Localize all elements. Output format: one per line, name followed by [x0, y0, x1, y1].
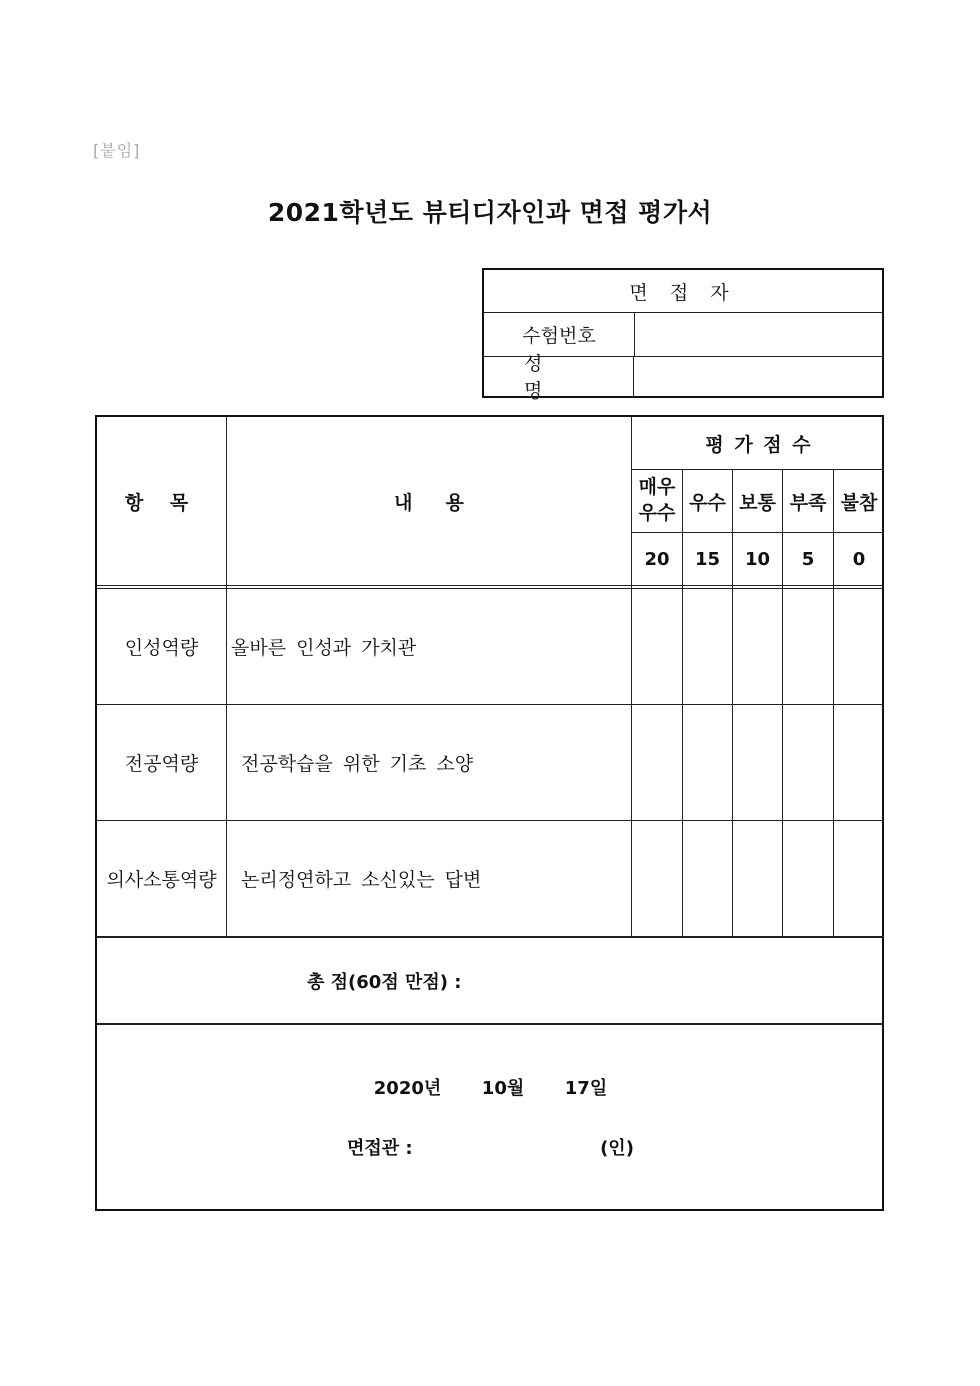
score-cell[interactable]: [834, 821, 884, 936]
score-level-label: 매우: [638, 476, 676, 499]
score-cell[interactable]: [834, 589, 884, 704]
exam-number-label: 수험번호: [484, 312, 635, 356]
row-content-communication: 논리정연하고 소신있는 답변: [231, 869, 482, 891]
score-cell[interactable]: [783, 589, 833, 704]
total-score-label: 총 점(60점 만점) :: [307, 971, 462, 993]
score-cell[interactable]: [783, 705, 833, 820]
seal-mark: (인): [600, 1138, 634, 1159]
name-field[interactable]: [635, 356, 882, 396]
score-cell[interactable]: [733, 589, 782, 704]
evaluation-table: [95, 415, 884, 1211]
total-score-field[interactable]: [497, 938, 877, 1023]
score-cell[interactable]: [632, 705, 682, 820]
score-cell[interactable]: [632, 821, 682, 936]
score-cell[interactable]: [834, 705, 884, 820]
row-category-personality: 인성역량: [124, 637, 199, 659]
score-cell[interactable]: [733, 821, 782, 936]
score-cell[interactable]: [733, 705, 782, 820]
header-score-group: 평 가 점 수: [705, 433, 811, 456]
score-points-20: 20: [644, 548, 670, 570]
row-content-personality: 올바른 인성과 가치관: [231, 637, 417, 659]
score-cell[interactable]: [632, 589, 682, 704]
score-points-10: 10: [744, 548, 771, 570]
score-level-excellent: 우수: [689, 491, 726, 514]
exam-number-field[interactable]: [635, 312, 882, 356]
score-cell[interactable]: [683, 821, 732, 936]
interviewer-label: 면접관 :: [347, 1138, 413, 1159]
page-title: 2021학년도 뷰티디자인과 면접 평가서: [267, 198, 713, 227]
score-points-0: 0: [852, 548, 866, 570]
score-level-absent: 불참: [840, 491, 878, 514]
header-category: 항 목: [124, 491, 199, 514]
score-level-average: 보통: [739, 491, 776, 514]
interviewee-box: [482, 268, 884, 402]
score-level-insufficient: 부족: [789, 491, 827, 514]
interviewer-name-field[interactable]: [437, 1132, 597, 1162]
interviewee-header: 면 접 자: [484, 270, 882, 313]
score-points-5: 5: [801, 548, 815, 570]
score-cell[interactable]: [683, 589, 732, 704]
score-level-excellent-plus: [632, 470, 682, 532]
evaluation-date: 2020년 10월 17일: [373, 1078, 608, 1099]
score-cell[interactable]: [783, 821, 833, 936]
divider: [97, 585, 884, 586]
header-content: 내 용: [394, 491, 464, 514]
name-row: [484, 353, 882, 402]
row-category-major: 전공역량: [124, 753, 199, 775]
name-label: 성명: [484, 356, 634, 396]
row-content-major: 전공학습을 위한 기초 소양: [231, 753, 474, 775]
row-category-communication: 의사소통역량: [106, 869, 217, 891]
score-level-label: 우수: [638, 502, 676, 524]
attachment-label: [붙임]: [93, 141, 141, 160]
score-cell[interactable]: [683, 705, 732, 820]
score-points-15: 15: [694, 548, 721, 570]
divider: [97, 1023, 884, 1025]
